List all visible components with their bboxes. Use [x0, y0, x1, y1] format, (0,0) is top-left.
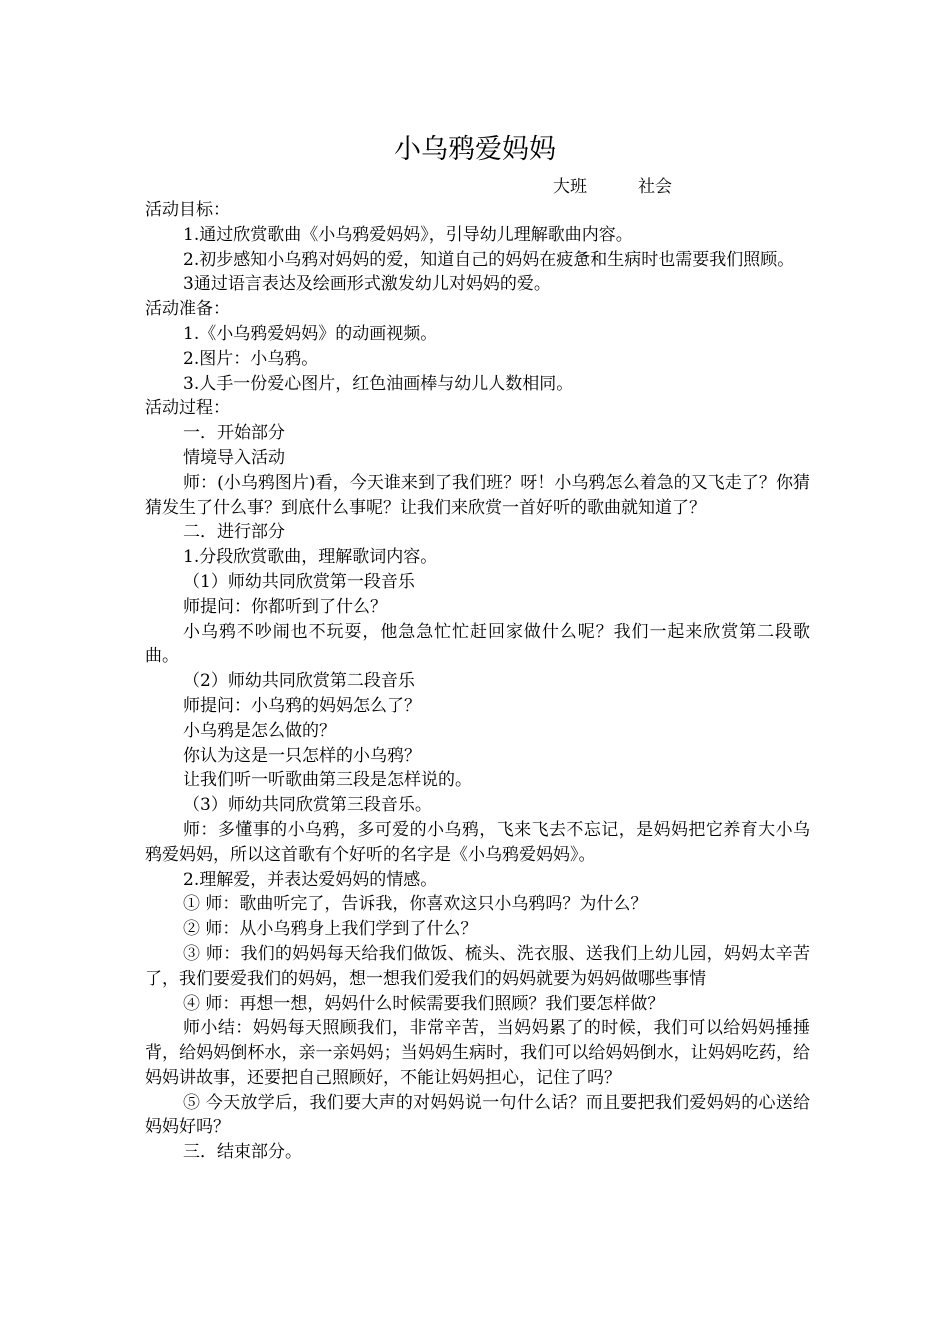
paragraph: 师小结：妈妈每天照顾我们，非常辛苦，当妈妈累了的时候，我们可以给妈妈捶捶背，给妈妈倒杯水，亲一亲妈妈；当妈妈生病时，我们可以给妈妈倒水，让妈妈吃药，给妈妈讲故事，还要把自己照顾好，不能让妈妈担心，记住了吗？: [145, 1018, 810, 1088]
paragraph: 二．进行部分: [183, 522, 285, 543]
paragraph: 活动过程：: [145, 398, 230, 419]
paragraph: 3通过语言表达及绘画形式激发幼儿对妈妈的爱。: [183, 274, 551, 295]
paragraph: 活动准备：: [145, 299, 230, 320]
paragraph: 1.通过欣赏歌曲《小乌鸦爱妈妈》，引导幼儿理解歌曲内容。: [183, 224, 633, 245]
subject-label: 社会: [638, 177, 672, 197]
paragraph: 2.理解爱，并表达爱妈妈的情感。: [183, 869, 438, 890]
document-body: [145, 198, 810, 1165]
paragraph: 活动目标：: [145, 200, 230, 220]
paragraph: 1.分段欣赏歌曲，理解歌词内容。: [183, 547, 438, 568]
paragraph: （1）师幼共同欣赏第一段音乐: [183, 571, 415, 592]
paragraph: 情境导入活动: [183, 447, 285, 468]
paragraph: ⑤ 今天放学后，我们要大声的对妈妈说一句什么话？而且要把我们爱妈妈的心送给妈妈好吗？: [145, 1092, 810, 1138]
paragraph: 师提问：小乌鸦的妈妈怎么了？: [183, 695, 421, 716]
paragraph: 师：多懂事的小乌鸦，多可爱的小乌鸦，飞来飞去不忘记，是妈妈把它养育大小乌鸦爱妈妈，所以这首歌有个好听的名字是《小乌鸦爱妈妈》。: [145, 819, 810, 865]
paragraph: 让我们听一听歌曲第三段是怎样说的。: [183, 770, 472, 791]
paragraph: 小乌鸦不吵闹也不玩耍，他急急忙忙赶回家做什么呢？我们一起来欣赏第二段歌曲。: [145, 621, 810, 667]
paragraph: ④ 师：再想一想，妈妈什么时候需要我们照顾？我们要怎样做？: [183, 993, 665, 1014]
paragraph: 1.《小乌鸦爱妈妈》的动画视频。: [183, 323, 438, 344]
paragraph: （2）师幼共同欣赏第二段音乐: [183, 671, 415, 692]
paragraph: 2.初步感知小乌鸦对妈妈的爱，知道自己的妈妈在疲惫和生病时也需要我们照顾。: [183, 249, 795, 270]
paragraph: 师提问：你都听到了什么？: [183, 596, 387, 617]
paragraph: 一．开始部分: [183, 423, 285, 444]
grade-label: 大班: [553, 177, 587, 197]
paragraph: ② 师：从小乌鸦身上我们学到了什么？: [183, 919, 478, 940]
document-title: 小乌鸦爱妈妈: [394, 134, 556, 165]
paragraph: 你认为这是一只怎样的小乌鸦？: [183, 745, 421, 766]
paragraph: （3）师幼共同欣赏第三段音乐。: [183, 795, 432, 816]
paragraph: ③ 师：我们的妈妈每天给我们做饭、梳头、洗衣服、送我们上幼儿园，妈妈太辛苦了，我们要爱我们的妈妈，想一想我们爱我们的妈妈就要为妈妈做哪些事情: [145, 943, 810, 989]
paragraph: 小乌鸦是怎么做的？: [183, 720, 336, 741]
paragraph: 3.人手一份爱心图片，红色油画棒与幼儿人数相同。: [183, 373, 574, 394]
paragraph: 三．结束部分。: [183, 1142, 302, 1163]
paragraph: 2.图片：小乌鸦。: [183, 348, 319, 369]
paragraph: 师：(小乌鸦图片)看，今天谁来到了我们班？呀！小乌鸦怎么着急的又飞走了？你猜猜发生了什么事？到底什么事呢？让我们来欣赏一首好听的歌曲就知道了？: [145, 472, 810, 518]
paragraph: ① 师：歌曲听完了，告诉我，你喜欢这只小乌鸦吗？为什么？: [183, 894, 648, 915]
